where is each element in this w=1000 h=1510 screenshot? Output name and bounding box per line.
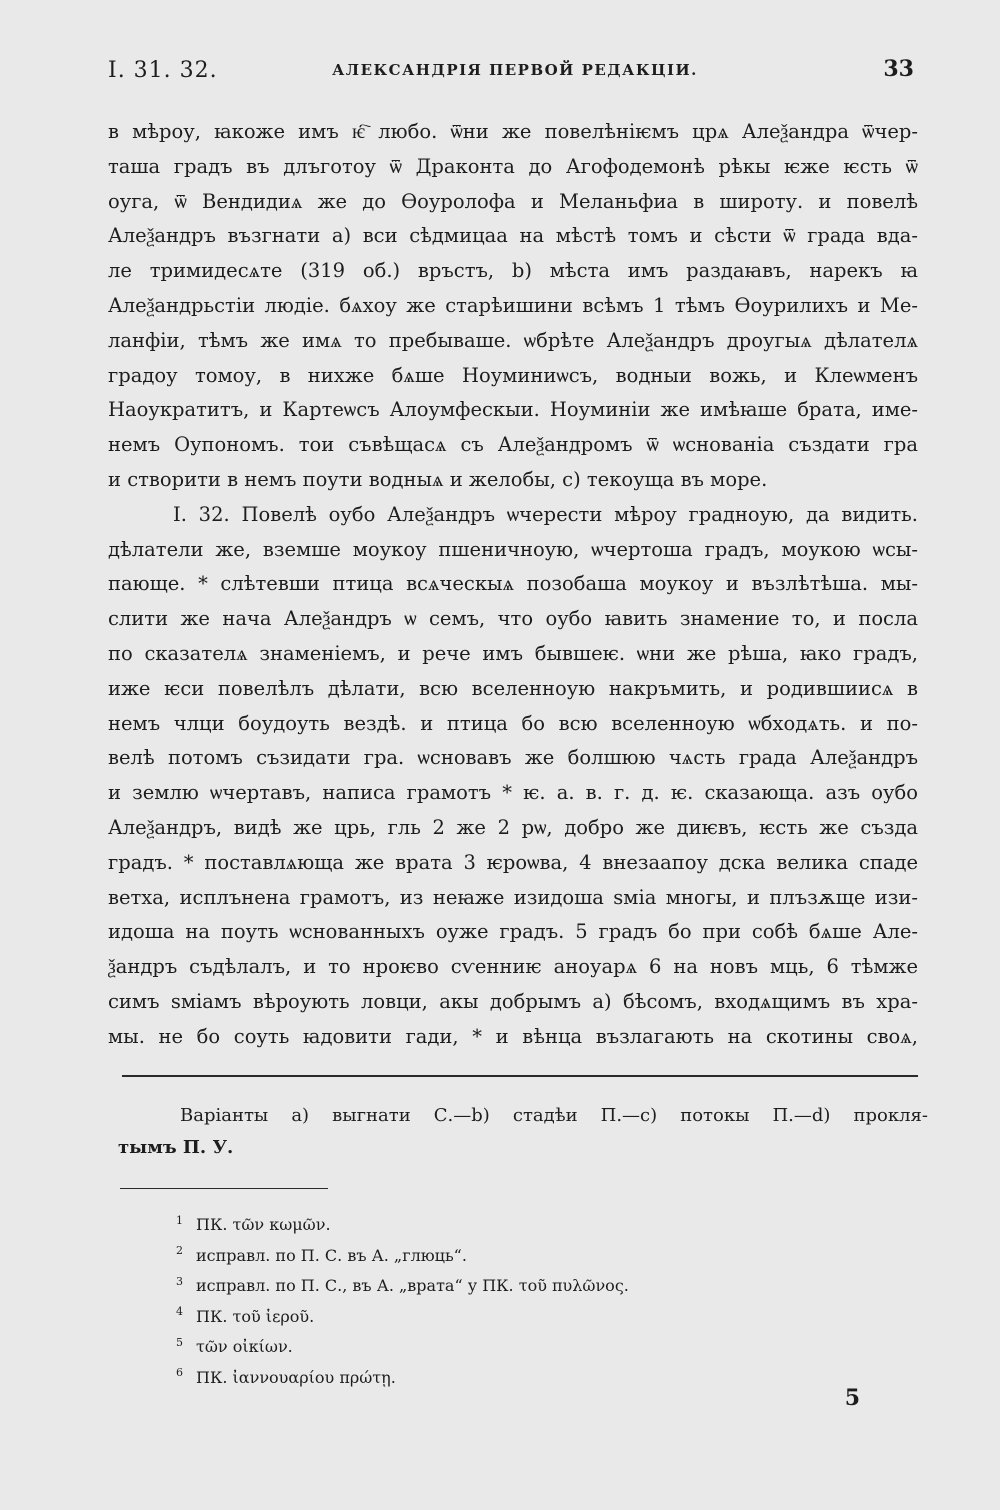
footnote-text: ПК. τῶν κωμῶν. <box>196 1215 331 1234</box>
footnote-text: ПК. ἰαννουαρίου πρώτῃ. <box>196 1367 396 1387</box>
text-line: ветха, исплънена грамотъ, из неꙗже изидоша ѕміа многы, и плъзѫще изи- <box>108 885 918 909</box>
footnote-text: τῶν οἰκίων. <box>196 1337 293 1356</box>
section-32-start: I. 32. Повелѣ оубо Алеѯандръ ѡчерести мѣроу градноую, да видить. <box>173 502 918 526</box>
footnote: 6 ПК. ἰαννουαρίου πρώτῃ. <box>176 1366 396 1387</box>
footnote-separator-rule <box>120 1188 328 1189</box>
main-text <box>108 115 918 1055</box>
footnote-text: ПК. τοῦ ἱεροῦ. <box>196 1306 315 1326</box>
text-line: Наоукратитъ, и Картеѡсъ Алоумфескыи. Ноуминіи же имѣꙗше брата, име- <box>108 398 918 422</box>
footnotes <box>176 1210 629 1393</box>
text-line: градъ. * поставлѧюща же врата 3 ѥроѡва, 4 внезаапоу дска велика спаде <box>108 850 918 874</box>
text-line: ѯандръ съдѣлалъ, и то нроѥво сѵенниѥ аноуарѧ 6 на новъ мць, 6 тѣмже <box>108 955 918 979</box>
text-line: дѣлатели же, вземше моукоу пшеничноую, ѡчертоша градъ, моукою ѡсы- <box>108 537 918 561</box>
text-line: слити же нача Алеѯандръ ѡ семъ, что оубо ꙗвить знамение то, и посла <box>108 607 918 631</box>
text-line: Алеѯандръ, видѣ же црь, гль 2 же 2 рѡ, добро же диѥвъ, ѥсть же създа <box>108 815 918 839</box>
text-line: немъ Оупономъ. тои съвѣщасѧ съ Алеѯандромъ ѿ ѡснованіа създати гра <box>108 433 918 457</box>
text-line: симъ ѕміамъ вѣроують ловци, акы добрымъ а) бѣсомъ, входѧщимъ въ хра- <box>108 989 918 1013</box>
text-line: иже ѥси повелѣлъ дѣлати, всю вселенноую накръмить, и родившиисѧ в <box>108 676 918 700</box>
text-line: пающе. * слѣтевши птица всѧческыѧ позобаша моукоу и възлѣтѣша. мы- <box>108 572 918 596</box>
text-line: по сказателѧ знаменіемъ, и рече имъ бывшеѥ. ѡни же рѣша, ꙗко градъ, <box>108 641 918 665</box>
footnote: 1 ПК. τῶν κωμῶν. <box>176 1213 331 1234</box>
signature-mark: 5 <box>844 1385 860 1411</box>
footnote: 4 ПК. τοῦ ἱεροῦ. <box>176 1305 315 1326</box>
text-line: оуга, ѿ Вендидиѧ же до Ѳоуролофа и Меланьфиа в широту. и повелѣ <box>108 189 918 213</box>
running-head <box>108 56 914 92</box>
text-line: мы. не бо соуть ꙗдовити гади, * и вѣнца възлагають на скотины своѧ, <box>108 1024 918 1048</box>
text-line: и землю ѡчертавъ, написа грамотъ * ѥ. а. в. г. д. ѥ. сказающа. азъ оубо <box>108 781 918 805</box>
variants-line: Варіанты а) выгнати С.—b) стадѣи П.—c) потокы П.—d) прокля- <box>180 1105 928 1126</box>
text-line: немъ члци боудоуть вездѣ. и птица бо всю вселенноую ѡбходѧть. и по- <box>108 711 918 735</box>
text-line: ле тримидесѧте (319 об.) връстъ, b) мѣста имъ раздаꙗвъ, нарекъ ꙗ <box>108 259 918 283</box>
text-line: велѣ потомъ съзидати гра. ѡсновавъ же болшюю чѧсть града Алеѯандръ <box>108 746 918 770</box>
section-reference: I. 31. 32. <box>108 58 218 83</box>
text-line: идоша на поуть ѡснованныхъ оуже градъ. 5 градъ бо при собѣ бѧше Але- <box>108 920 918 944</box>
footnote: 5 τῶν οἰκίων. <box>176 1335 293 1356</box>
running-title: АЛЕКСАНДРІЯ ПЕРВОЙ РЕДАКЦІИ. <box>332 61 698 79</box>
text-line: Алеѯандрьстіи людіе. бѧхоу же старѣишини всѣмъ 1 тѣмъ Ѳоурилихъ и Ме- <box>108 293 918 317</box>
text-line: в мѣроу, ꙗкоже имъ ѥ҇ любо. ѿни же повелѣніѥмъ црѧ Алеѯандра ѿчер- <box>108 120 918 143</box>
text-line: Алеѯандръ възгнати а) вси сѣдмицаа на мѣстѣ томъ и сѣсти ѿ града вда- <box>108 224 918 248</box>
variants-apparatus <box>118 1100 928 1164</box>
text-line: и створити в немъ поути водныѧ и желобы, c) текоуща въ море. <box>108 467 768 491</box>
footnote-text: исправл. по П. С. въ А. „глюць“. <box>196 1245 467 1265</box>
text-line: ланфіи, тѣмъ же имѧ то пребываше. ѡбрѣте Алеѯандръ дроугыѧ дѣлателѧ <box>108 328 918 352</box>
text-line: таша градъ въ длъготоу ѿ Драконта до Агофодемонѣ рѣкы ѥже ѥсть ѿ <box>108 154 918 178</box>
variants-line: тымъ П. У. <box>118 1137 234 1158</box>
footnote: 3 исправл. по П. С., въ А. „врата“ у ПК. τοῦ πυλῶνος. <box>176 1274 629 1295</box>
text-divider-rule <box>122 1075 918 1077</box>
footnote-text: исправл. по П. С., въ А. „врата“ у ПК. τοῦ πυλῶνος. <box>196 1276 629 1295</box>
footnote: 2 исправл. по П. С. въ А. „глюць“. <box>176 1244 467 1265</box>
folio-number: 33 <box>883 56 914 82</box>
text-line: градоу томоу, в нихже бѧше Ноуминиѡсъ, водныи вожь, и Клеѡменъ <box>108 363 918 387</box>
